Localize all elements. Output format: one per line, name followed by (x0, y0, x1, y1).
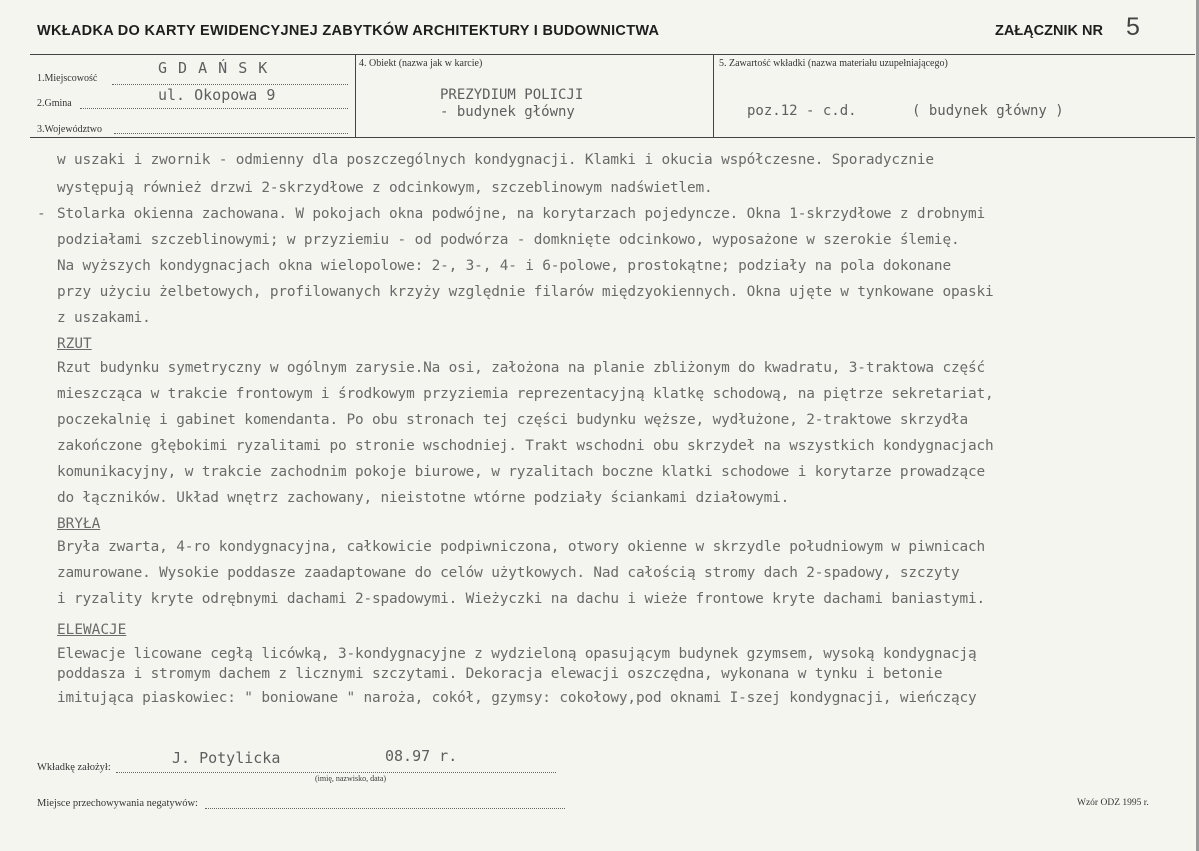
body-line: i ryzality kryte odrębnymi dachami 2-spadowymi. Wieżyczki na dachu i wieże frontowe kryte dachami baniastymi. (57, 591, 986, 607)
negatives-dotline (205, 808, 565, 809)
contents-value-1: poz.12 - c.d. (747, 103, 857, 119)
list-bullet: - (37, 206, 46, 222)
section-heading-bryla: BRYŁA (57, 516, 101, 532)
commune-label: 2.Gmina (37, 98, 72, 109)
commune-dotline (80, 108, 348, 109)
body-line: komunikacyjny, w trakcie zachodnim pokoje biurowe, w ryzalitach boczne klatki schodowe i korytarze prowadzące (57, 464, 986, 480)
author-caption: (imię, nazwisko, data) (315, 774, 387, 783)
body-line: poczekalnię i gabinet komendanta. Po obu stronach tej części budynku węższe, wydłużone, 2-traktowe skrzydła (57, 412, 968, 428)
form-reference: Wzór ODZ 1995 r. (1077, 798, 1149, 808)
section-heading-rzut: RZUT (57, 336, 92, 352)
author-date: 08.97 r. (385, 747, 458, 765)
document-title: WKŁADKA DO KARTY EWIDENCYJNEJ ZABYTKÓW ARCHITEKTURY I BUDOWNICTWA (37, 23, 660, 39)
body-line: Rzut budynku symetryczny w ogólnym zarysie.Na osi, założona na planie zbliżonym do kwadratu, 3-traktowa część (57, 360, 986, 376)
body-line: Bryła zwarta, 4-ro kondygnacyjna, całkowicie podpiwniczona, otwory okienne w skrzydle południowym w piwnicach (57, 539, 986, 555)
form-divider-2 (713, 54, 714, 137)
annex-number: 5 (1126, 13, 1140, 41)
body-line: poddasza i stromym dachem z licznymi szczytami. Dekoracja elewacji oszczędna, wykonana w tynku i betonie (57, 666, 943, 682)
form-divider-1 (355, 54, 356, 137)
body-line: Na wyższych kondygnacjach okna wielopolowe: 2-, 3-, 4- i 6-polowe, prostokątne; podziały na pola dokonane (57, 258, 951, 274)
body-line: przy użyciu żelbetowych, profilowanych krzyży względnie filarów międzyokiennych. Okna ujęte w tynkowane opaski (57, 284, 994, 300)
voivodeship-dotline (114, 133, 348, 134)
negatives-label: Miejsce przechowywania negatywów: (37, 798, 198, 809)
voivodeship-label: 3.Województwo (37, 124, 103, 135)
author-name: J. Potylicka (172, 749, 281, 767)
body-line: imitująca piaskowiec: " boniowane " naroża, cokół, gzymsy: cokołowy,pod oknami I-szej kondygnacji, wieńczący (57, 690, 977, 706)
author-dotline (116, 772, 556, 773)
object-value-2: - budynek główny (440, 104, 575, 120)
contents-value-2: ( budynek główny ) (912, 103, 1064, 119)
body-line: Elewacje licowane cegłą licówką, 3-kondygnacyjne z wydzieloną opasującym budynek gzymsem, wysoką kondygnacją (57, 646, 977, 662)
object-value-1: PREZYDIUM POLICJI (440, 87, 584, 103)
body-line: do łączników. Układ wnętrz zachowany, nieistotne wtórne podziały ściankami działowymi. (57, 490, 790, 506)
locality-label: 1.Miejscowość (37, 73, 98, 84)
author-label: Wkładkę założył: (37, 762, 111, 773)
body-line: w uszaki i zwornik - odmienny dla poszczególnych kondygnacji. Klamki i okucia współczesne. Sporadycznie (57, 152, 934, 168)
body-line: występują również drzwi 2-skrzydłowe z odcinkowym, szczeblinowym nadświetlem. (57, 180, 713, 196)
body-line: podziałami szczeblinowymi; w przyziemiu - od podwórza - domknięte odcinkowo, wyposażone w szerokie ślemię. (57, 232, 960, 248)
body-line: z uszakami. (57, 310, 151, 326)
body-line: zamurowane. Wysokie poddasze zaadaptowane do celów użytkowych. Nad całością stromy dach 2-spadowy, szczyty (57, 565, 960, 581)
contents-label: 5. Zawartość wkładki (nazwa materiału uzupełniającego) (719, 58, 948, 69)
section-heading-elewacje: ELEWACJE (57, 622, 127, 638)
body-line: mieszcząca w trakcie frontowym i środkowym przyziemia reprezentacyjną klatkę schodową, na piętrze sekretariat, (57, 386, 994, 402)
annex-label: ZAŁĄCZNIK NR (995, 23, 1103, 39)
body-line: Stolarka okienna zachowana. W pokojach okna podwójne, na korytarzach pojedyncze. Okna 1-skrzydłowe z drobnymi (57, 206, 986, 222)
commune-value: ul. Okopowa 9 (158, 86, 276, 104)
locality-dotline (112, 84, 348, 85)
locality-value: G D A Ń S K (158, 59, 269, 77)
object-label: 4. Obiekt (nazwa jak w karcie) (359, 58, 483, 69)
body-line: zakończone głębokimi ryzalitami po stronie wschodniej. Trakt wschodni obu skrzydeł na wszystkich kondygnacjach (57, 438, 994, 454)
